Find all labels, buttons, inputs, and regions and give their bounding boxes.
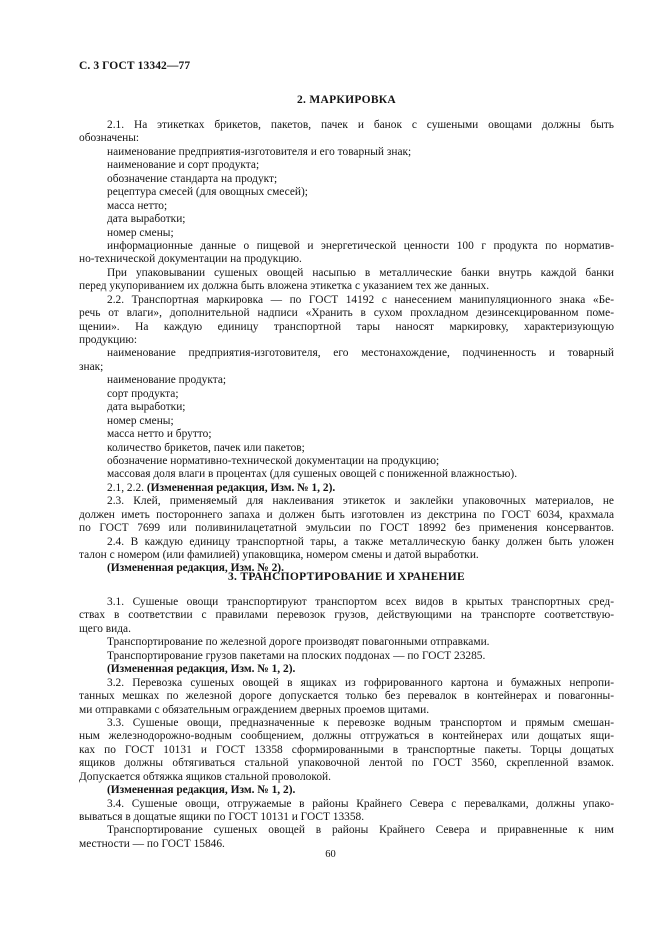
text-line (79, 401, 614, 414)
line-text: масса нетто и брутто; (107, 428, 212, 441)
text-line (79, 650, 614, 663)
text-line (79, 609, 614, 622)
line-text: ным железнодорожно-водным сообщением, должны отгружаться в контейнерах или дощатых ящи- (79, 730, 614, 743)
line-text: рецептура смесей (для овощных смесей); (107, 186, 308, 199)
text-line (79, 717, 614, 730)
line-text: ствах в соответствии с правилами перевозок грузов, действующими на транспорте соответствую- (79, 609, 614, 622)
text-line (79, 267, 614, 280)
text-line (79, 415, 614, 428)
line-text: обозначение нормативно-технической документации на продукцию; (107, 454, 440, 467)
section-body-marking (79, 119, 614, 576)
line-text: талон с номером (или фамилией) упаковщика, номером смены и датой выработки. (79, 549, 479, 561)
line-text: номер смены; (107, 226, 174, 239)
text-line (79, 253, 614, 266)
line-text: обозначены: (79, 132, 140, 145)
text-line (79, 132, 614, 145)
text-line (79, 771, 614, 784)
text-line (79, 119, 614, 132)
text-line (79, 757, 614, 770)
line-text: Транспортирование сушеных овощей в районы Крайнего Севера и приравненные к ним (107, 824, 614, 837)
text-line (79, 730, 614, 743)
line-text: При упаковывании сушеных овощей насыпью в металлические банки внутрь каждой банки (107, 266, 614, 279)
text-line (79, 811, 614, 824)
line-text: ми отправками с обязательным ограждением дверных проемов щитами. (79, 703, 430, 716)
text-line (79, 509, 614, 522)
text-line (79, 522, 614, 535)
text-line (79, 636, 614, 649)
line-text: 3.4. Сушеные овощи, отгружаемые в районы Крайнего Севера с перевалками, должны упако- (107, 797, 614, 810)
text-line (79, 536, 614, 549)
line-text: щего вида. (79, 622, 131, 635)
line-text: сорт продукта; (107, 387, 179, 400)
line-text: танных мешках по железной дороге допускается только без перевалок в контейнерах и повагонны- (79, 690, 614, 703)
text-line (79, 690, 614, 703)
text-line (79, 784, 614, 797)
line-text: знак; (79, 360, 104, 373)
line-text: Транспортирование по железной дороге производят повагонными отправками. (107, 636, 490, 649)
text-line (79, 744, 614, 757)
text-line (79, 663, 614, 676)
line-text: 2.2. Транспортная маркировка — по ГОСТ 14192 с нанесением манипуляционного знака «Бе- (107, 293, 614, 306)
section-title-marking: 2. МАРКИРОВКА (296, 94, 397, 106)
text-line (79, 677, 614, 690)
line-text: 2.3. Клей, применяемый для наклеивания этикеток и заклейки упаковочных материалов, не (107, 495, 614, 508)
text-line (79, 482, 614, 495)
line-text: наименование продукта; (107, 374, 227, 387)
line-text: но-технической документации на продукцию. (79, 253, 302, 266)
text-line (79, 824, 614, 837)
line-text: дата выработки; (107, 213, 186, 226)
line-text: обозначение стандарта на продукт; (107, 172, 278, 185)
text-line (79, 347, 614, 360)
line-text: по ГОСТ 7699 или поливинилацетатной эмульсии по ГОСТ 18992 без применения консервантов. (79, 522, 614, 535)
line-text: Допускается обтяжка ящиков стальной проволокой. (79, 770, 331, 783)
line-text: дата выработки; (107, 401, 186, 414)
line-text: 2.1. На этикетках брикетов, пакетов, пачек и банок с сушеными овощами должны быть (107, 119, 614, 131)
text-line (79, 321, 614, 334)
line-text: щении». На каждую единицу транспортной тары наносят маркировку, характеризующую (79, 320, 614, 333)
line-text: 3.1. Сушеные овощи транспортируют транспортом всех видов в крытых транспортных сред- (107, 596, 614, 608)
line-text: местности — по ГОСТ 15846. (79, 837, 225, 850)
revision-note: (Измененная редакция, Изм. № 1, 2). (146, 481, 336, 494)
text-line (79, 623, 614, 636)
revision-note: (Измененная редакция, Изм. № 1, 2). (107, 784, 296, 797)
line-text: речь от влаги», дополнительной надписи «Хранить в сухом прохладном дезинсекцированном поме- (79, 307, 614, 320)
line-text: продукцию: (79, 334, 138, 346)
line-text: 2.1, 2.2. (107, 481, 147, 494)
line-text: количество брикетов, пачек или пакетов; (107, 441, 305, 454)
line-text: ках по ГОСТ 10131 и ГОСТ 13358 сформированными в транспортные пакеты. Торцы дощатых (79, 743, 614, 756)
text-line (79, 704, 614, 717)
line-text: массовая доля влаги в процентах (для сушеных овощей с пониженной влажностью). (107, 468, 518, 481)
text-line (79, 146, 614, 159)
line-text: 2.4. В каждую единицу транспортной тары, а также металлическую банку должен быть уложен (107, 535, 614, 548)
page-header: С. 3 ГОСТ 13342—77 (79, 60, 191, 72)
line-text: должен иметь постороннего запаха и должен быть изготовлен из декстрина по ГОСТ 6034, крахмала (79, 508, 614, 521)
text-line (79, 294, 614, 307)
text-line (79, 442, 614, 455)
line-text: вываться в дощатые ящики по ГОСТ 10131 и ГОСТ 13358. (79, 811, 365, 823)
page-number: 60 (325, 849, 336, 860)
text-line (79, 468, 614, 481)
line-text: наименование предприятия-изготовителя, его местонахождение, подчиненность и товарный (107, 347, 614, 360)
line-text: 3.3. Сушеные овощи, предназначенные к перевозке водным транспортом и прямым смешан- (107, 716, 614, 729)
line-text: масса нетто; (107, 199, 168, 212)
section-body-transport (79, 596, 614, 851)
line-text: Транспортирование грузов пакетами на плоских поддонах — по ГОСТ 23285. (107, 649, 486, 662)
line-text: номер смены; (107, 414, 174, 427)
text-line (79, 240, 614, 253)
text-line (79, 159, 614, 172)
text-line (79, 495, 614, 508)
revision-note: (Измененная редакция, Изм. № 1, 2). (107, 663, 296, 676)
text-line (79, 227, 614, 240)
text-line (79, 280, 614, 293)
text-line (79, 596, 614, 609)
text-line (79, 186, 614, 199)
line-text: информационные данные о пищевой и энергетической ценности 100 г продукта по норматив- (107, 239, 614, 252)
text-line (79, 428, 614, 441)
text-line (79, 307, 614, 320)
text-line (79, 173, 614, 186)
line-text: ящиков должны обтягиваться стальной упаковочной лентой по ГОСТ 3560, скрепленной взамок. (79, 757, 614, 770)
text-line (79, 200, 614, 213)
text-line (79, 374, 614, 387)
text-line (79, 361, 614, 374)
revision-note: (Измененная редакция, Изм. № 2). (107, 562, 284, 575)
text-line (79, 455, 614, 468)
line-text: перед укупориванием их должна быть вложена этикетка с указанием тех же данных. (79, 280, 490, 293)
text-line (79, 213, 614, 226)
line-text: наименование и сорт продукта; (107, 159, 260, 172)
text-line (79, 798, 614, 811)
line-text: 3.2. Перевозка сушеных овощей в ящиках из гофрированного картона и бумажных непропи- (107, 676, 614, 689)
text-line (79, 549, 614, 562)
text-line (79, 388, 614, 401)
section-title-transport: 3. ТРАНСПОРТИРОВАНИЕ И ХРАНЕНИЕ (228, 571, 465, 583)
text-line (79, 334, 614, 347)
line-text: наименование предприятия-изготовителя и его товарный знак; (107, 145, 412, 158)
